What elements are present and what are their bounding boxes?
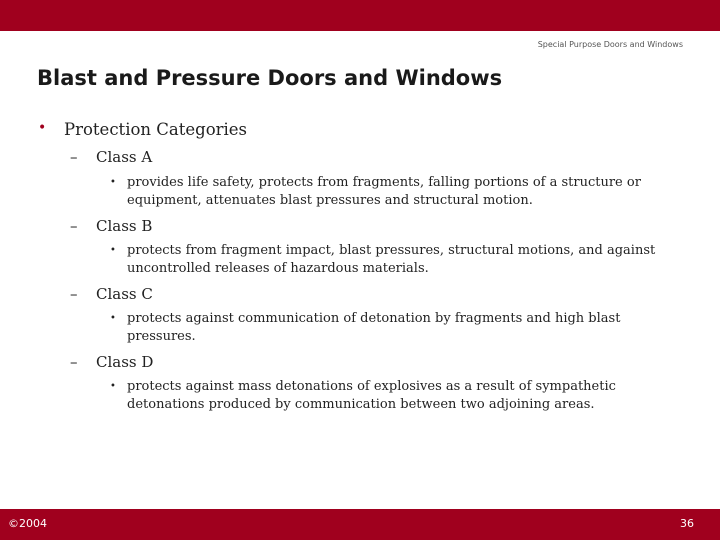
dash-icon: – [70,353,78,371]
header-label: Special Purpose Doors and Windows [537,40,683,49]
bullet-text: Protection Categories [64,120,248,139]
bullet-icon: • [110,313,116,324]
bullet-icon: • [110,381,116,392]
page-number: 36 [680,517,694,530]
bullet-icon: • [110,245,116,256]
bullet-icon: • [110,177,116,188]
top-bar [0,0,720,31]
class-c-label: Class C [96,285,153,303]
dash-icon: – [70,285,78,303]
class-a-desc-text: provides life safety, protects from fragments, falling portions of a structure or equipment, attenuates blast pressures and structural motion. [127,175,641,208]
class-d-desc-text: protects against mass detonations of explosives as a result of sympathetic detonations produced by communication between two adjoining areas. [127,379,616,412]
dash-icon: – [70,148,78,166]
dash-icon: – [70,217,78,235]
slide-title: Blast and Pressure Doors and Windows [37,66,503,90]
class-d-label: Class D [96,353,154,371]
bullet-icon: • [38,120,47,136]
class-c-desc-text: protects against communication of detonation by fragments and high blast pressures. [127,311,621,344]
class-a-label: Class A [96,148,153,166]
copyright-text: ©2004 [8,517,47,530]
class-b-label: Class B [96,217,153,235]
bottom-bar [0,509,720,540]
class-b-desc-text: protects from fragment impact, blast pressures, structural motions, and against uncontrolled releases of hazardous materials. [127,243,656,276]
